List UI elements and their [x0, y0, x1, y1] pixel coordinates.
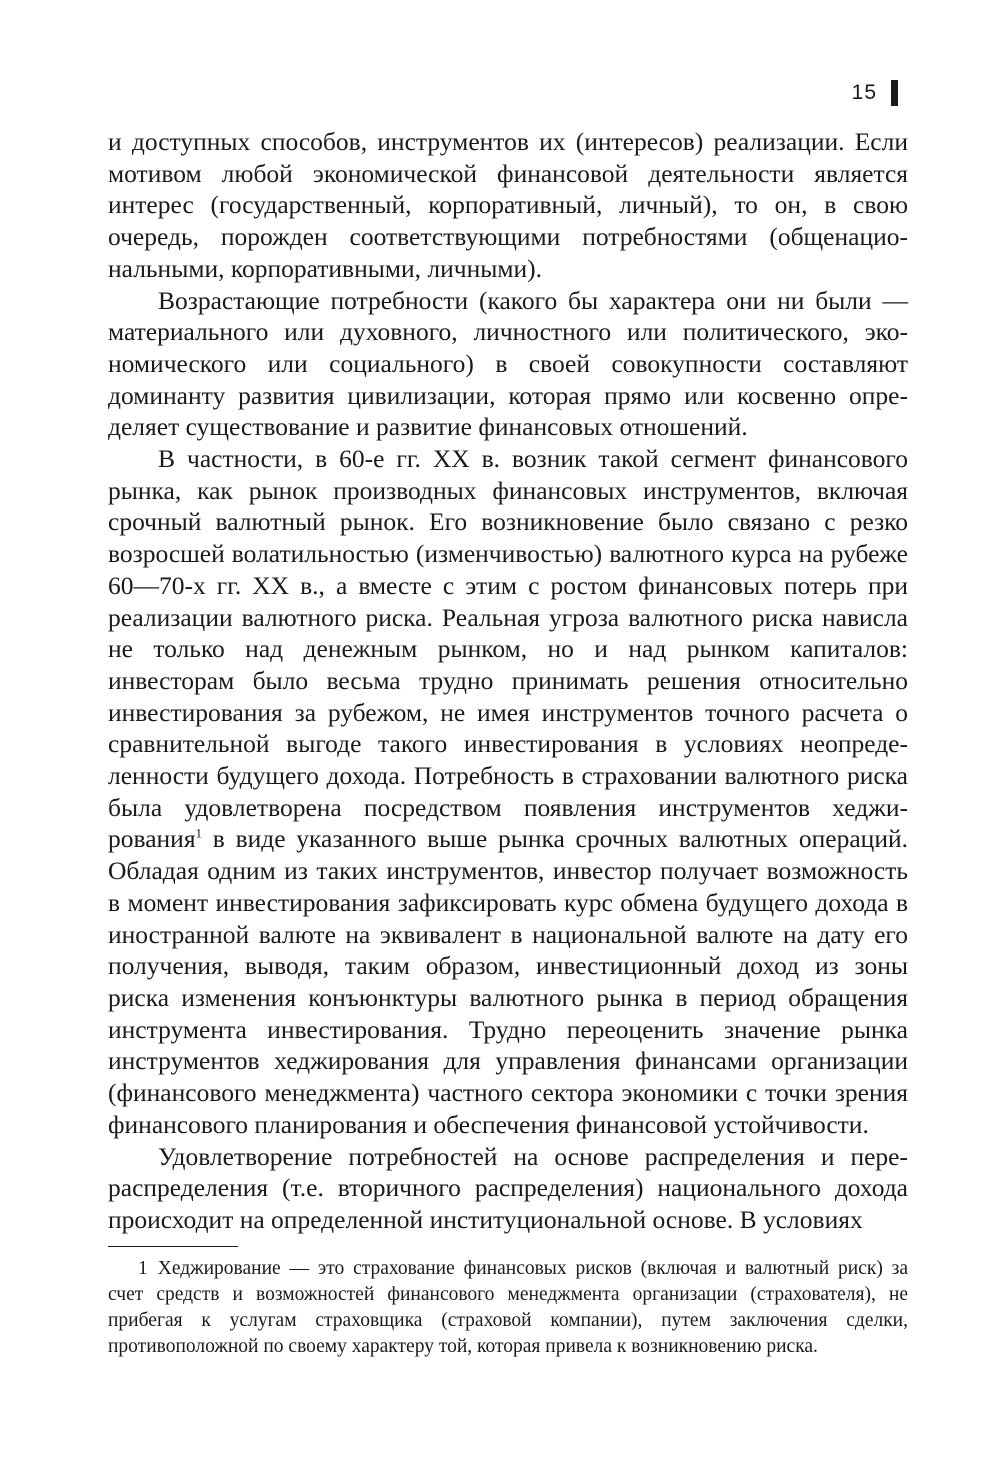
main-text: [108, 126, 908, 1236]
paragraph-3-part-2: в виде указанного выше рынка срочных валютных операций. Обладая одним из таких инструментов, инвестор получает возможность в момент инвестирования зафиксировать курс обмена будущего дохода в иностранной валюте на эквивалент в национальной валюте на дату его получения, выводя, таким образом, инвестиционный доход из зоны риска изменения конъюнктуры валютного рынка в период обращения инструмента инвестирования. Трудно переоценить значение рынка инструментов хеджирования для управления финансами организации (финансового менеджмента) частного сектора экономики с точки зрения финансового планирования и обеспечения финансовой устойчивости.: [108, 824, 908, 1139]
footnote-reference[interactable]: 1: [195, 825, 203, 841]
paragraph-4: Удовлетворение потребностей на основе распределения и перераспределения (т.е. вторичного распределения) национального дохода происходит на определенной институциональной основе. В условиях: [108, 1141, 908, 1234]
footnote: [108, 1256, 908, 1360]
paragraph-3: [108, 443, 908, 1140]
paragraph-2: Возрастающие потребности (какого бы характера они ни были — материального или духовного, личностного или политического, экономического или социального) в своей совокупности составляют доминанту развития цивилизации, которая прямо или косвенно определяет существование и развитие финансовых отношений.: [108, 285, 908, 442]
footnote-text: Хеджирование — это страхование финансовых рисков (включая и валютный риск) за счет средств и возможностей финансового менеджмента организации (страхователя), не прибегая к услугам страховщика (страховой компании), путем заключения сделки, противоположной по своему характеру той, которая привела к возникновению риска.: [108, 1258, 908, 1357]
page-number: 15: [852, 80, 898, 106]
paragraph-1: и доступных способов, инструментов их (интересов) реализации. Если мотивом любой экономической финансовой деятельности является интерес (государственный, корпоративный, личный), то он, в свою очередь, порожден соответствующими потребностями (общенациональными, корпоративными, личными).: [108, 127, 908, 283]
footnote-divider: [108, 1246, 238, 1247]
footnote-marker: 1: [138, 1258, 148, 1279]
paragraph-3-part-1: В частности, в 60-е гг. XX в. возник такой сегмент финансового рынка, как рынок производных финансовых инструментов, включая срочный валютный рынок. Его возникновение было связано с резко возросшей волатильностью (изменчивостью) валютного курса на рубеже 60—70-х гг. XX в., а вместе с этим с ростом финансовых потерь при реализации валютного риска. Реальная угроза валютного риска нависла не только над денежным рынком, но и над рынком капиталов: инвесторам было весьма трудно принимать решения относительно инвестирования за рубежом, не имея инструментов точного расчета о сравнительной выгоде такого инвестирования в условиях неопределенности будущего дохода. Потребность в страховании валютного риска была удовлетворена посредством появления инструментов хеджирования: [108, 444, 908, 854]
